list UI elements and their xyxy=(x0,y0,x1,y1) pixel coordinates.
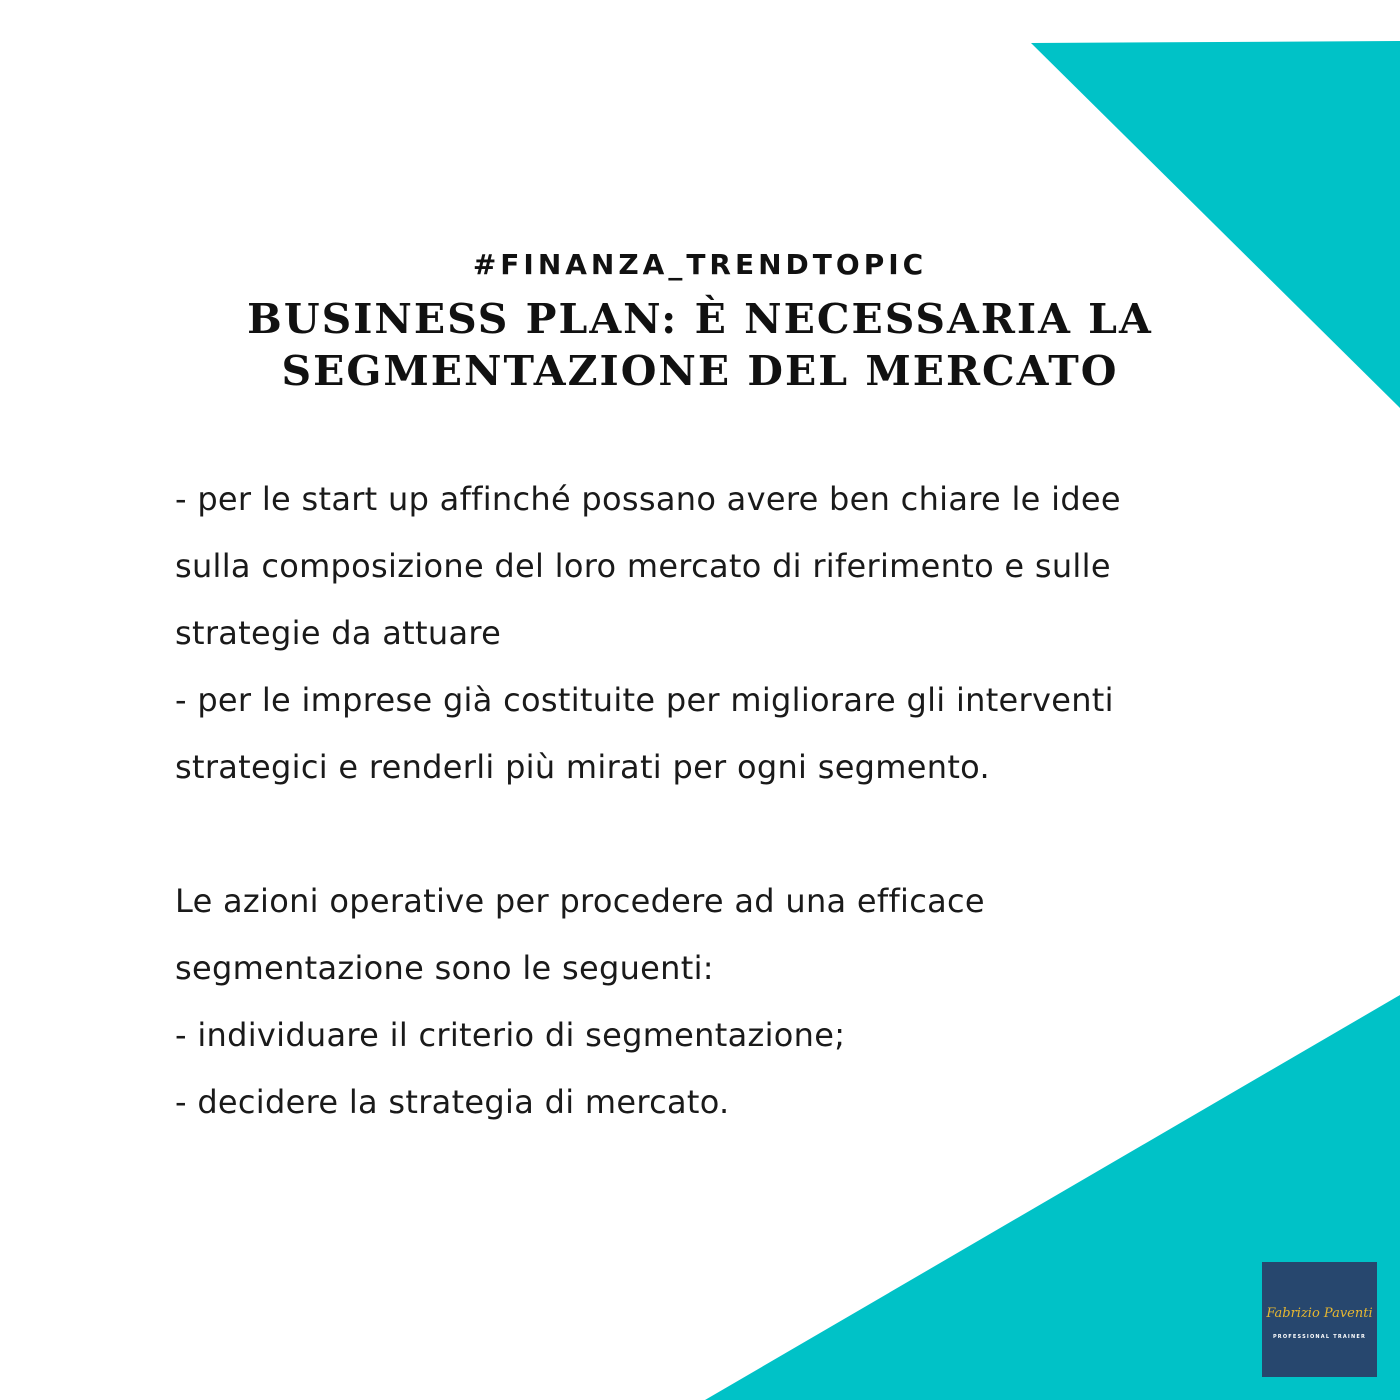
paragraph-spacer xyxy=(175,801,1235,868)
body-line-7: segmentazione sono le seguenti: xyxy=(175,949,714,987)
page-title xyxy=(200,293,1200,397)
body-line-3: strategie da attuare xyxy=(175,614,502,652)
body-text xyxy=(175,466,1235,1136)
title-line-1: BUSINESS PLAN: È NECESSARIA LA xyxy=(247,295,1153,343)
brand-logo xyxy=(1262,1262,1377,1377)
title-line-2: SEGMENTAZIONE DEL MERCATO xyxy=(281,347,1119,395)
hashtag-label: #FINANZA_TRENDTOPIC xyxy=(472,248,928,281)
body-line-6: Le azioni operative per procedere ad una efficace xyxy=(175,882,985,920)
body-line-5: strategici e renderli più mirati per ogni segmento. xyxy=(175,748,990,786)
body-line-1: - per le start up affinché possano avere ben chiare le idee xyxy=(175,480,1121,518)
logo-subtitle: PROFESSIONAL TRAINER xyxy=(1272,1334,1367,1340)
body-line-2: sulla composizione del loro mercato di riferimento e sulle xyxy=(175,547,1111,585)
logo-name: Fabrizio Paventi xyxy=(1266,1306,1373,1321)
body-line-8: - individuare il criterio di segmentazione; xyxy=(175,1016,846,1054)
body-line-9: - decidere la strategia di mercato. xyxy=(175,1083,730,1121)
body-line-4: - per le imprese già costituite per migliorare gli interventi xyxy=(175,681,1114,719)
